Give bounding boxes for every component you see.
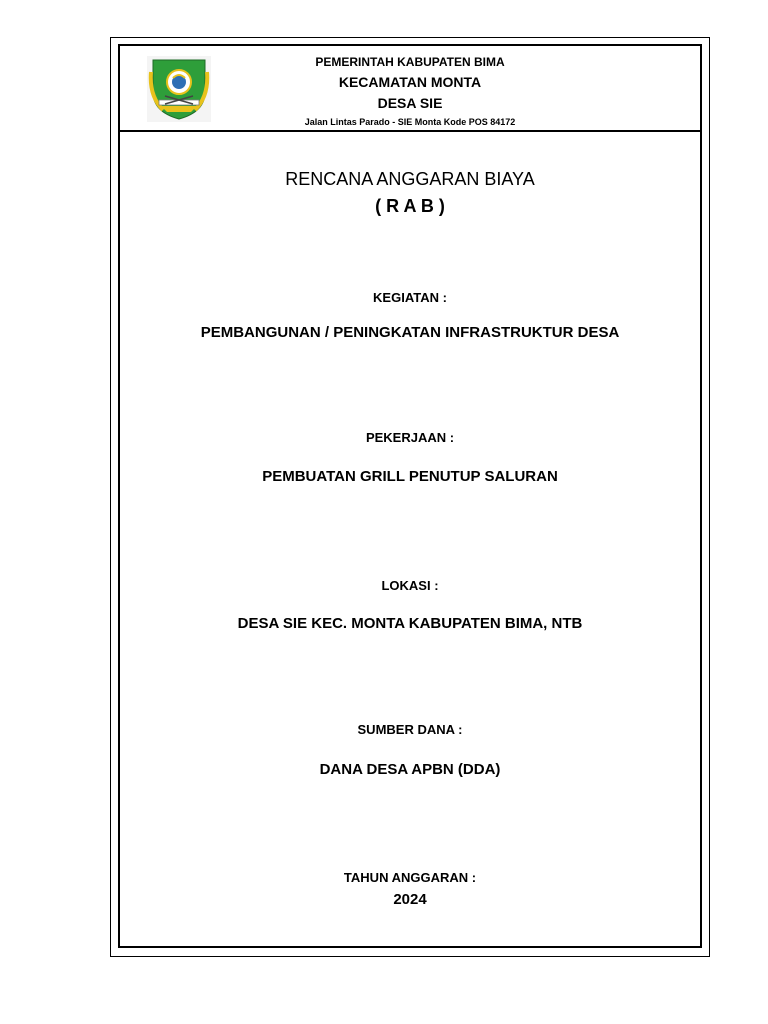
kegiatan-value: PEMBANGUNAN / PENINGKATAN INFRASTRUKTUR DESA <box>200 324 620 341</box>
header-district: KECAMATAN MONTA <box>338 74 482 90</box>
document-subtitle: ( R A B ) <box>375 196 445 216</box>
kegiatan-label: KEGIATAN : <box>373 290 447 305</box>
tahun-anggaran-label: TAHUN ANGGARAN : <box>343 870 477 885</box>
document-title: RENCANA ANGGARAN BIAYA <box>285 169 535 189</box>
header-divider <box>120 130 700 132</box>
sumber-dana-label: SUMBER DANA : <box>357 722 463 737</box>
pekerjaan-value: PEMBUATAN GRILL PENUTUP SALURAN <box>262 468 558 485</box>
pekerjaan-label: PEKERJAAN : <box>365 430 455 445</box>
tahun-anggaran-value: 2024 <box>393 891 427 908</box>
header-village: DESA SIE <box>377 95 443 111</box>
lokasi-label: LOKASI : <box>381 578 439 593</box>
sumber-dana-value: DANA DESA APBN (DDA) <box>319 761 501 778</box>
lokasi-value: DESA SIE KEC. MONTA KABUPATEN BIMA, NTB <box>237 615 583 632</box>
header-address: Jalan Lintas Parado - SIE Monta Kode POS 84172 <box>304 117 516 127</box>
header-government: PEMERINTAH KABUPATEN BIMA <box>315 55 505 69</box>
